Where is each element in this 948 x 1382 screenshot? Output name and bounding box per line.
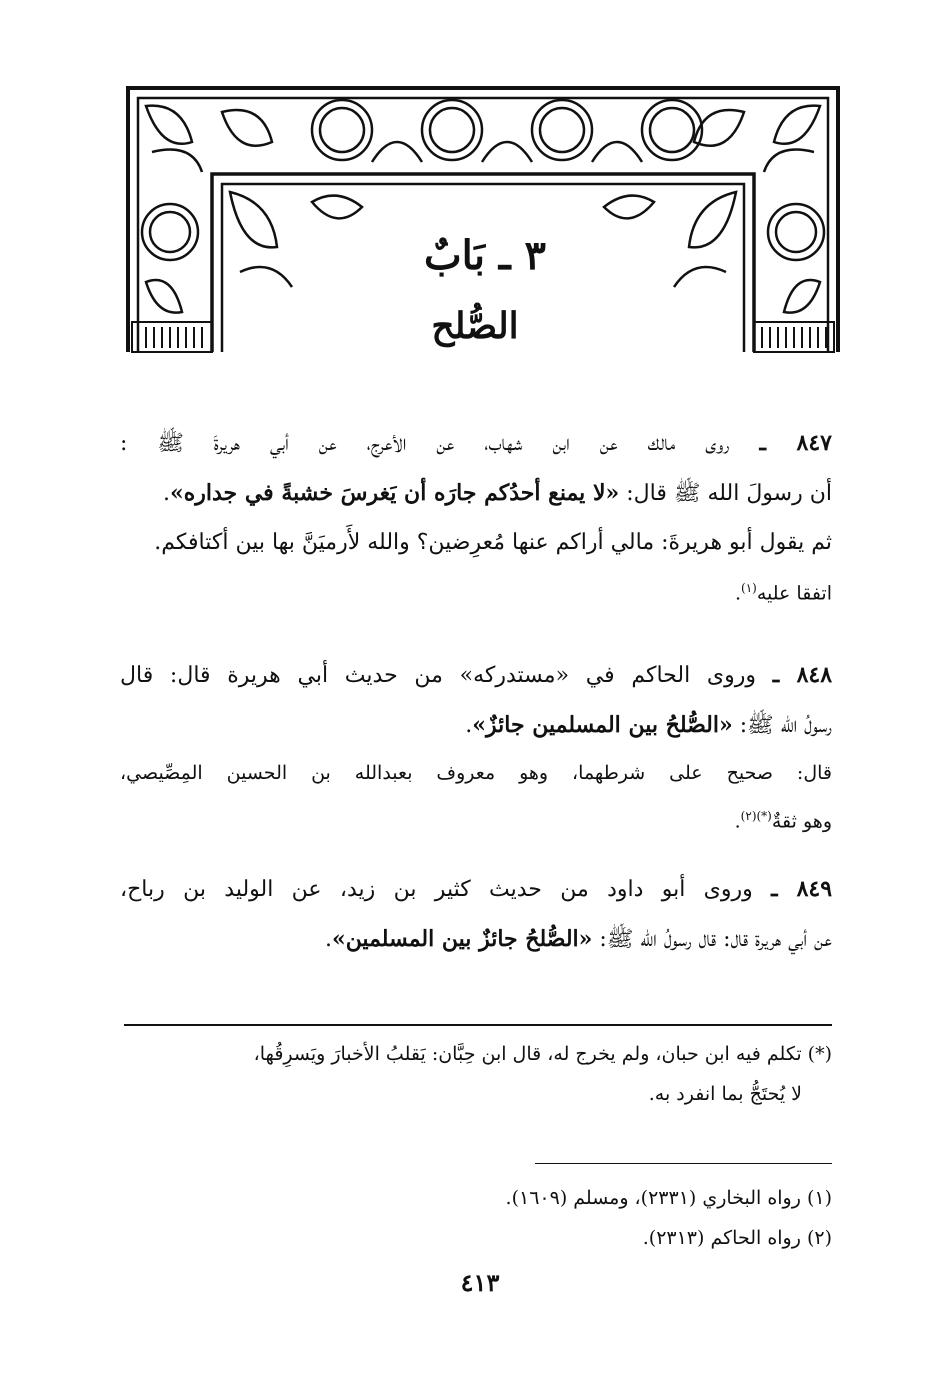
hadith-number: ٨٤٩ ـ xyxy=(771,876,832,902)
text-line xyxy=(120,750,832,796)
text-line xyxy=(120,650,832,700)
hadith-quote: «الصُّلحُ جائزٌ بين المسلمين» xyxy=(331,926,593,952)
footnote-2: (٢) رواه الحاكم (٢٣١٣). xyxy=(642,1227,832,1249)
page-number: ٤١٣ xyxy=(460,1268,500,1297)
chapter-title: الصُّلح xyxy=(431,305,519,347)
hadith-text: ثم يقول أبو هريرةَ: مالي أراكم عنها مُعرِضين؟ والله لأَرميَنَّ بها بين أكتافكم. xyxy=(154,530,832,555)
text-line xyxy=(120,518,832,568)
commentary: قال: صحيح على شرطهما، وهو معروف بعبدالله بن الحسين المِصِّيصي، xyxy=(120,762,832,784)
hadith-number: ٨٤٨ ـ xyxy=(772,662,832,688)
text-line xyxy=(120,796,832,836)
footnote-1: (١) رواه البخاري (٢٣٣١)، ومسلم (١٦٠٩). xyxy=(505,1187,832,1209)
hadith-number: ٨٤٧ ـ xyxy=(759,430,832,456)
hadith-text: عن أبي هريرة قال: قال رسولُ الله ﷺ: xyxy=(592,927,832,952)
footnote-separator-main xyxy=(124,1024,832,1026)
punctuation: . xyxy=(734,582,741,605)
punctuation: . xyxy=(734,810,741,833)
hadith-text: أن رسولَ الله ﷺ قال: xyxy=(619,481,832,506)
hadith-849 xyxy=(120,864,832,964)
footnote-separator xyxy=(535,1163,832,1164)
hadith-quote: «لا يمنع أحدُكم جارَه أن يَغرسَ خشبةً في جداره» xyxy=(170,480,620,506)
star-note-line: لا يُحتَجُّ بما انفرد به. xyxy=(648,1083,802,1105)
attribution: اتفقا عليه xyxy=(756,582,832,605)
hadith-847 xyxy=(120,418,832,608)
text-line xyxy=(120,864,832,914)
text-line xyxy=(120,468,832,518)
text-line xyxy=(120,700,832,750)
hadith-text: روى مالك عن ابن شهاب، عن الأعرج، عن أبي هريرةَ ﷺ : xyxy=(120,431,730,456)
chapter-number: ٣ ـ بَابٌ xyxy=(423,232,547,279)
punctuation: . xyxy=(163,481,170,506)
hadith-848 xyxy=(120,650,832,836)
hadith-text: وروى أبو داود من حديث كثير بن زيد، عن الوليد بن رباح، xyxy=(120,877,753,902)
hadith-text: رسولُ الله ﷺ: xyxy=(732,713,832,738)
text-line xyxy=(120,418,832,468)
punctuation: . xyxy=(324,927,332,952)
footnote-ref: (*)(٢) xyxy=(740,809,772,823)
hadith-text: وروى الحاكم في «مستدركه» من حديث أبي هريرة قال: قال xyxy=(120,663,756,688)
punctuation: . xyxy=(465,713,473,738)
hadith-quote: «الصُّلحُ بين المسلمين جائزٌ» xyxy=(472,712,733,738)
text-line xyxy=(120,914,832,964)
footnote-ref: (١) xyxy=(741,581,757,595)
commentary: وهو ثقةٌ xyxy=(771,810,832,833)
text-line xyxy=(120,568,832,608)
star-note-line: (*) تكلم فيه ابن حبان، ولم يخرج له، قال ابن حِبَّان: يَقلبُ الأخبارَ ويَسرِقُها، xyxy=(253,1043,832,1065)
